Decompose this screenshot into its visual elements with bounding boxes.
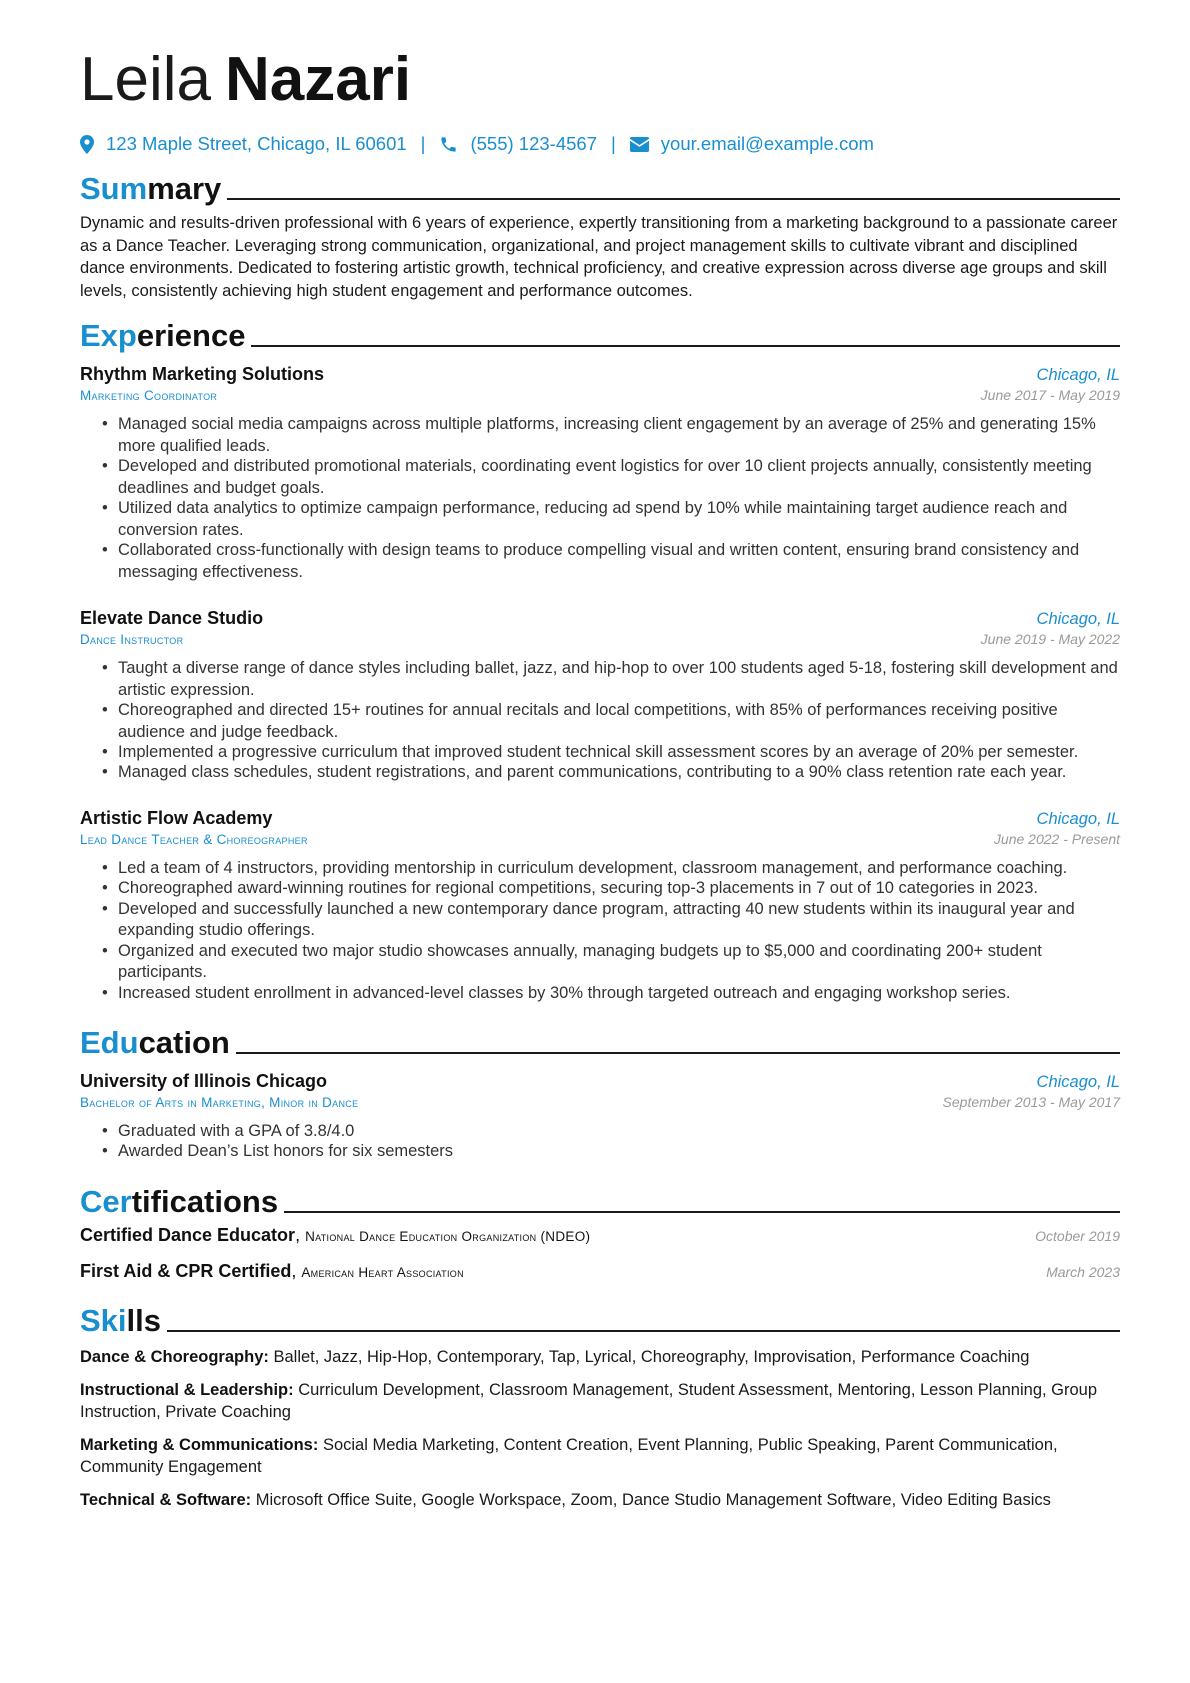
list-item: • Implemented a progressive curriculum that improved student technical skill assessment scores by an average of 20% per semester.: [118, 742, 1120, 764]
skill-label: Technical & Software:: [80, 1490, 252, 1509]
certification-date: March 2023: [1046, 1264, 1120, 1280]
skill-group: [80, 1434, 1120, 1479]
section-rule: [284, 1211, 1120, 1213]
experience-section: [80, 315, 1120, 355]
bullet-list: [80, 858, 1120, 1005]
skill-group: [80, 1346, 1120, 1369]
section-title: Education: [80, 1025, 230, 1060]
section-header: [80, 1181, 1120, 1221]
summary-section: [80, 168, 1120, 302]
bullet-list: [80, 414, 1120, 584]
list-item: • Collaborated cross-functionally with design teams to produce compelling visual and written content, ensuring brand consistency and messaging effectiveness.: [118, 540, 1120, 584]
skill-label: Marketing & Communications:: [80, 1435, 319, 1454]
phone-icon: [439, 135, 458, 154]
section-title: Experience: [80, 318, 246, 353]
date-range: June 2022 - Present: [993, 831, 1120, 847]
list-item: • Utilized data analytics to optimize campaign performance, reducing ad spend by 10% while maintaining target audience reach and conversion rates.: [118, 498, 1120, 542]
list-item: • Choreographed award-winning routines for regional competitions, securing top-3 placements in 7 out of 10 categories in 2023.: [118, 878, 1120, 900]
section-title: Summary: [80, 171, 222, 206]
degree: Bachelor of Arts in Marketing, Minor in Dance: [80, 1095, 359, 1110]
institution-name: University of Illinois Chicago: [80, 1071, 328, 1091]
contact-separator: |: [420, 133, 426, 154]
phone-text: (555) 123-4567: [470, 133, 597, 154]
date-range: September 2013 - May 2017: [942, 1094, 1120, 1110]
list-item: • Choreographed and directed 15+ routines for annual recitals and local competitions, with 85% of performances receiving positive audience and judge feedback.: [118, 700, 1120, 744]
email-item[interactable]: [630, 133, 874, 155]
contact-separator: |: [610, 133, 616, 154]
location: Chicago, IL: [1036, 610, 1120, 628]
certification-row: Certified Dance Educator, National Dance Education Organization (NDEO) October 2019: [80, 1225, 1120, 1245]
section-rule: [167, 1330, 1120, 1332]
skill-label: Dance & Choreography:: [80, 1348, 269, 1366]
job-title: Marketing Coordinator: [80, 388, 218, 403]
organization-name: Rhythm Marketing Solutions: [80, 364, 325, 384]
list-item: • Managed social media campaigns across multiple platforms, increasing client engagement by an average of 25% and generating 15% more qualified leads.: [118, 414, 1120, 458]
bullet-list: [80, 658, 1120, 784]
skill-values: Microsoft Office Suite, Google Workspace, Zoom, Dance Studio Management Software, Video Editing Basics: [255, 1490, 1051, 1509]
certification-row: First Aid & CPR Certified, American Heart Association March 2023: [80, 1261, 1120, 1281]
education-entry: [80, 1071, 1120, 1162]
experience-entry: [80, 808, 1120, 1003]
skill-values: Curriculum Development, Classroom Management, Student Assessment, Mentoring, Lesson Planning, Group Instruction, Private Coaching: [80, 1380, 1098, 1422]
bullet-list: [80, 1121, 1120, 1163]
candidate-name: [80, 40, 411, 120]
certification-name: Certified Dance Educator: [80, 1225, 296, 1245]
list-item: • Developed and successfully launched a new contemporary dance program, attracting 40 new students within its inaugural year and expanding studio offerings.: [118, 899, 1120, 943]
section-title: Certifications: [80, 1184, 279, 1219]
date-range: June 2019 - May 2022: [980, 631, 1120, 647]
skill-group: [80, 1489, 1120, 1512]
address-item: [80, 133, 407, 155]
list-item: • Organized and executed two major studio showcases annually, managing budgets up to $5,000 and coordinating 200+ student participants.: [118, 941, 1120, 985]
contact-line: [80, 133, 874, 155]
organization-name: Artistic Flow Academy: [80, 808, 273, 828]
address-text: 123 Maple Street, Chicago, IL 60601: [106, 133, 407, 154]
email-link[interactable]: your.email@example.com: [660, 133, 874, 154]
education-section: [80, 1022, 1120, 1062]
job-title: Dance Instructor: [80, 632, 184, 647]
skills-section: [80, 1300, 1120, 1522]
location: Chicago, IL: [1036, 810, 1120, 828]
list-item: • Managed class schedules, student registrations, and parent communications, contributing to a 90% class retention rate each year.: [118, 762, 1120, 784]
phone-item: [439, 133, 597, 155]
section-header: [80, 1022, 1120, 1062]
list-item: • Increased student enrollment in advanced-level classes by 30% through targeted outreach and engaging workshop series.: [118, 983, 1120, 1005]
section-rule: [251, 345, 1120, 347]
skill-group: [80, 1379, 1120, 1424]
skill-values: Social Media Marketing, Content Creation, Event Planning, Public Speaking, Parent Communication, Community Engagement: [80, 1435, 1058, 1477]
skill-values: Ballet, Jazz, Hip-Hop, Contemporary, Tap, Lyrical, Choreography, Improvisation, Performance Coaching: [273, 1348, 1030, 1366]
section-rule: [236, 1052, 1120, 1054]
section-header: [80, 1300, 1120, 1340]
last-name: Nazari: [225, 45, 412, 114]
list-item: • Taught a diverse range of dance styles including ballet, jazz, and hip-hop to over 100 students aged 5-18, fostering skill development and artistic expression.: [118, 658, 1120, 702]
certifications-section: [80, 1181, 1120, 1297]
list-item: • Awarded Dean’s List honors for six semesters: [118, 1141, 1120, 1163]
certification-date: October 2019: [1035, 1228, 1120, 1244]
section-header: [80, 315, 1120, 355]
skill-label: Instructional & Leadership:: [80, 1380, 294, 1399]
first-name: Leila: [80, 45, 211, 114]
certification-issuer: National Dance Education Organization (NDEO): [305, 1229, 591, 1244]
list-item: • Developed and distributed promotional materials, coordinating event logistics for over 10 client projects annually, consistently meeting deadlines and budget goals.: [118, 456, 1120, 500]
date-range: June 2017 - May 2019: [980, 387, 1120, 403]
location: Chicago, IL: [1036, 366, 1120, 384]
section-header: [80, 168, 1120, 208]
certification-issuer: American Heart Association: [301, 1265, 464, 1280]
location: Chicago, IL: [1036, 1073, 1120, 1091]
summary-text: Dynamic and results-driven professional with 6 years of experience, expertly transitioning from a marketing background to a passionate career as a Dance Teacher. Leveraging strong communication, organizational, and project management skills to cultivate vibrant and disciplined dance environments. Dedicated to fostering artistic growth, technical proficiency, and creative expression across diverse age groups and skill levels, consistently achieving high student engagement and performance outcomes.: [80, 214, 1118, 300]
section-title: Skills: [80, 1303, 161, 1338]
list-item: • Graduated with a GPA of 3.8/4.0: [118, 1121, 1120, 1143]
list-item: • Led a team of 4 instructors, providing mentorship in curriculum development, classroom management, and performance coaching.: [118, 858, 1120, 880]
section-rule: [227, 198, 1120, 200]
map-pin-icon: [80, 135, 94, 154]
job-title: Lead Dance Teacher & Choreographer: [80, 832, 308, 847]
organization-name: Elevate Dance Studio: [80, 608, 264, 628]
certification-name: First Aid & CPR Certified: [80, 1261, 292, 1281]
envelope-icon: [630, 137, 649, 152]
experience-entry: [80, 608, 1120, 783]
experience-entry: [80, 364, 1120, 582]
